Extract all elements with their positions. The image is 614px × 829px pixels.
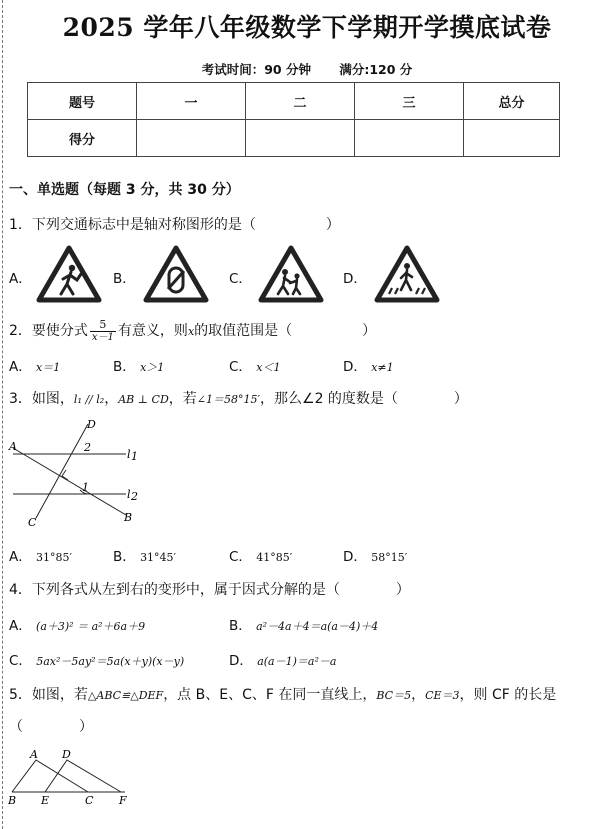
q1-option-d-label[interactable]: D．	[343, 271, 367, 287]
q3-label-l2-sub: 2	[131, 490, 138, 503]
exam-info	[0, 60, 614, 78]
option-expression: x＝1	[36, 361, 61, 374]
q3-label-a: A	[9, 440, 17, 453]
question-1-stem: 1．下列交通标志中是轴对称图形的是（ ）	[9, 217, 340, 233]
q3-option-b[interactable]	[113, 545, 176, 565]
option-label: B．	[113, 359, 136, 375]
option-label: D．	[343, 549, 367, 565]
q1-option-b-label[interactable]: B．	[113, 271, 136, 287]
option-label: A．	[9, 359, 32, 375]
option-expression: a²－4a＋4＝a(a－4)＋4	[256, 620, 379, 633]
q5-label-b: B	[8, 794, 17, 807]
q2-option-d[interactable]	[343, 355, 394, 375]
question-5-stem: 5．如图，若△ABC≌△DEF，点 B、E、C、F 在同一直线上，BC＝5，CE＝3，则 CF 的长是	[9, 687, 557, 703]
q5-figure-diagram	[8, 750, 133, 808]
q3-label-l1: l	[127, 448, 131, 461]
q2-fraction-numerator: 5	[90, 318, 116, 332]
q3-label-angle-2: 2	[84, 441, 91, 454]
q2-option-a[interactable]	[9, 355, 60, 375]
q5-condition-bc: BC＝5	[376, 689, 412, 702]
score-header-cell: 总分	[464, 83, 560, 120]
option-label: B．	[229, 618, 252, 634]
score-header-cell: 题号	[28, 83, 137, 120]
option-expression: 5ax²－5ay²＝5a(x＋y)(x－y)	[36, 655, 185, 668]
q4-option-b[interactable]	[229, 614, 378, 634]
score-header-cell: 三	[355, 83, 464, 120]
question-3-stem: 3．如图，l₁ // l₂，AB ⊥ CD，若∠1＝58°15′，那么∠2 的度数是（ ）	[9, 391, 468, 407]
exam-full-score: 满分:120 分	[339, 62, 413, 77]
option-expression: x＜1	[256, 361, 281, 374]
children-crossing-sign-icon	[259, 246, 323, 302]
q3-label-c: C	[28, 516, 37, 529]
q2-stem-post: 的取值范围是（ ）	[194, 323, 377, 339]
q3-condition-parallel: l₁ // l₂	[73, 393, 105, 406]
option-label: C．	[229, 549, 252, 565]
score-input-cell[interactable]	[355, 120, 464, 157]
q5-label-d: D	[62, 748, 71, 761]
q3-condition-perpendicular: AB ⊥ CD	[118, 393, 169, 406]
q3-stem-post: ，那么∠2 的度数是（ ）	[260, 391, 468, 407]
q5-condition-congruent: △ABC≌△DEF	[87, 689, 164, 702]
q5-label-a: A	[30, 748, 38, 761]
pedestrian-crossing-sign-icon	[375, 246, 439, 302]
q3-option-a[interactable]	[9, 545, 72, 565]
q2-option-c[interactable]	[229, 355, 280, 375]
option-expression: a(a－1)＝a²－a	[257, 655, 337, 668]
q2-stem-pre: 2．要使分式	[9, 323, 88, 339]
exam-time: 考试时间：90 分钟	[201, 62, 311, 77]
score-table	[27, 82, 560, 157]
no-entry-sign-icon	[144, 246, 208, 302]
q3-option-c[interactable]	[229, 545, 292, 565]
q1-option-a-label[interactable]: A．	[9, 271, 32, 287]
q3-label-angle-1: 1	[82, 481, 89, 494]
q5-stem-mid: ，点 B、E、C、F 在同一直线上，	[163, 687, 377, 703]
score-input-cell[interactable]	[137, 120, 246, 157]
q3-label-b: B	[124, 511, 133, 524]
q3-condition-angle: ∠1＝58°15′	[196, 393, 261, 406]
q3-figure-diagram	[8, 418, 138, 528]
q2-fraction	[90, 318, 116, 344]
q3-option-d[interactable]	[343, 545, 407, 565]
q4-option-a[interactable]	[9, 614, 145, 634]
page-title: 2025 学年八年级数学下学期开学摸底试卷	[62, 13, 552, 42]
score-header-cell: 一	[137, 83, 246, 120]
option-expression: x≠1	[371, 361, 394, 374]
option-expression: x＞1	[140, 361, 165, 374]
q5-label-f: F	[119, 794, 127, 807]
option-label: C．	[229, 359, 252, 375]
score-input-cell[interactable]	[246, 120, 355, 157]
q4-option-d[interactable]	[229, 649, 336, 669]
q3-label-l1-sub: 1	[131, 450, 138, 463]
q5-answer-paren: （ ）	[9, 719, 93, 735]
option-label: A．	[9, 618, 32, 634]
score-table-header-row	[28, 83, 560, 120]
score-table-score-row	[28, 120, 560, 157]
question-4-stem: 4．下列各式从左到右的变形中，属于因式分解的是（ ）	[9, 582, 410, 598]
score-input-cell[interactable]	[464, 120, 560, 157]
option-label: C．	[9, 653, 32, 669]
q2-stem-mid: 有意义，则	[117, 323, 188, 339]
warning-pedestrian-sign-icon	[37, 246, 101, 302]
q3-label-d: D	[87, 418, 96, 431]
q5-stem-post: ，则 CF 的长是	[459, 687, 557, 703]
option-expression: 31°85′	[36, 551, 73, 564]
option-expression: 41°85′	[256, 551, 293, 564]
option-expression: (a＋3)² ＝ a²＋6a＋9	[36, 620, 146, 633]
q5-condition-ce: CE＝3	[425, 689, 460, 702]
score-row-label: 得分	[28, 120, 137, 157]
option-label: D．	[229, 653, 253, 669]
question-2-stem	[9, 318, 376, 344]
q2-variable: x	[187, 325, 195, 338]
q3-label-l2: l	[127, 488, 131, 501]
q5-label-c: C	[85, 794, 94, 807]
option-expression: 58°15′	[371, 551, 408, 564]
q3-stem-mid: ，若	[168, 391, 197, 407]
option-label: D．	[343, 359, 367, 375]
q4-option-c[interactable]	[9, 649, 184, 669]
option-expression: 31°45′	[140, 551, 177, 564]
q2-option-b[interactable]	[113, 355, 164, 375]
score-header-cell: 二	[246, 83, 355, 120]
section-heading: 一、单选题（每题 3 分，共 30 分）	[9, 182, 240, 198]
q5-label-e: E	[41, 794, 50, 807]
q1-option-c-label[interactable]: C．	[229, 271, 252, 287]
option-label: B．	[113, 549, 136, 565]
binding-line	[2, 0, 4, 829]
q3-stem-pre: 3．如图，	[9, 391, 74, 407]
option-label: A．	[9, 549, 32, 565]
q2-fraction-denominator: x－1	[91, 332, 114, 343]
q5-stem-pre: 5．如图，若	[9, 687, 88, 703]
